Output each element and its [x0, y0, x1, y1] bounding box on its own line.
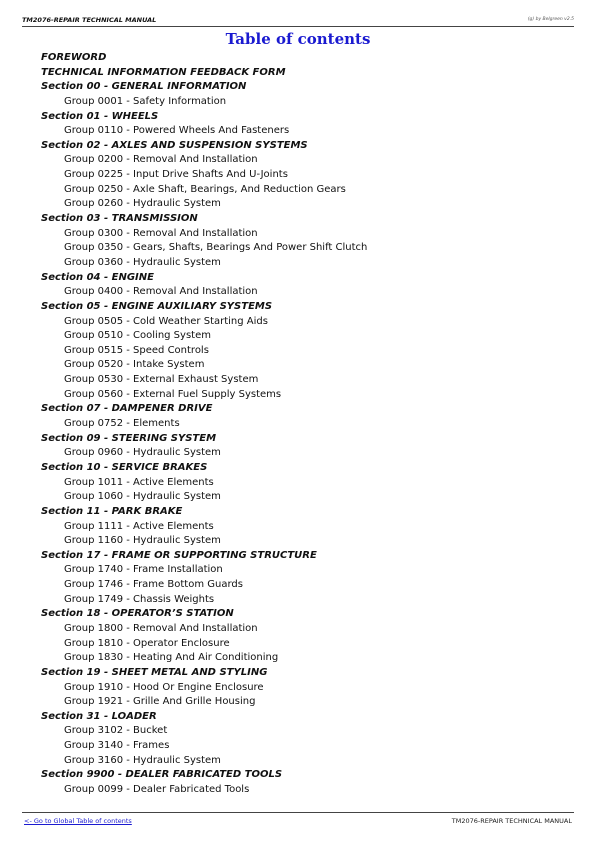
global-toc-link[interactable]: <- Go to Global Table of contents — [24, 817, 132, 825]
page-header — [22, 15, 574, 27]
toc-section-entry[interactable]: Section 10 - SERVICE BRAKES — [41, 461, 208, 473]
toc-section-entry[interactable]: Section 07 - DAMPENER DRIVE — [41, 403, 213, 415]
toc-group-entry[interactable]: Group 0360 - Hydraulic System — [64, 256, 221, 268]
toc-group-entry[interactable]: Group 0560 - External Fuel Supply Systems — [64, 388, 282, 400]
toc-section-entry[interactable]: Section 00 - GENERAL INFORMATION — [41, 81, 247, 93]
toc-group-entry[interactable]: Group 1740 - Frame Installation — [64, 564, 223, 576]
toc-group-entry[interactable]: Group 0260 - Hydraulic System — [64, 198, 221, 210]
toc-section-entry[interactable]: FOREWORD — [41, 52, 107, 63]
toc-section-entry[interactable]: Section 9900 - DEALER FABRICATED TOOLS — [41, 769, 283, 781]
toc-group-entry[interactable]: Group 0400 - Removal And Installation — [64, 286, 258, 298]
toc-section-entry[interactable]: Section 09 - STEERING SYSTEM — [41, 432, 217, 444]
header-credit: (g) by Belgreen v2.5 — [527, 17, 574, 22]
toc-section-entry[interactable]: Section 03 - TRANSMISSION — [41, 213, 198, 225]
toc-section-entry[interactable]: Section 31 - LOADER — [41, 710, 157, 722]
toc-group-entry[interactable]: Group 1060 - Hydraulic System — [64, 491, 221, 503]
toc-group-entry[interactable]: Group 1800 - Removal And Installation — [64, 622, 258, 634]
toc-group-entry[interactable]: Group 0530 - External Exhaust System — [64, 374, 259, 386]
toc-group-entry[interactable]: Group 3102 - Bucket — [64, 725, 168, 737]
toc-section-entry[interactable]: Section 18 - OPERATOR’S STATION — [41, 608, 234, 620]
toc-group-entry[interactable]: Group 1746 - Frame Bottom Guards — [64, 579, 243, 591]
toc-list — [0, 51, 596, 798]
toc-section-entry[interactable]: Section 02 - AXLES AND SUSPENSION SYSTEMS — [41, 139, 308, 151]
toc-group-entry[interactable]: Group 3160 - Hydraulic System — [64, 754, 221, 766]
toc-group-entry[interactable]: Group 1111 - Active Elements — [64, 520, 214, 532]
footer-manual-title: TM2076-REPAIR TECHNICAL MANUAL — [451, 817, 572, 825]
toc-group-entry[interactable]: Group 1830 - Heating And Air Conditioning — [64, 652, 279, 664]
toc-group-entry[interactable]: Group 0250 - Axle Shaft, Bearings, And Reduction Gears — [64, 183, 346, 195]
toc-section-entry[interactable]: Section 19 - SHEET METAL AND STYLING — [41, 666, 268, 678]
toc-section-entry[interactable]: Section 04 - ENGINE — [41, 271, 154, 283]
toc-group-entry[interactable]: Group 0350 - Gears, Shafts, Bearings And Power Shift Clutch — [64, 242, 368, 254]
toc-group-entry[interactable]: Group 1160 - Hydraulic System — [64, 535, 221, 547]
toc-group-entry[interactable]: Group 0752 - Elements — [64, 418, 180, 430]
toc-group-entry[interactable]: Group 0960 - Hydraulic System — [64, 447, 221, 459]
toc-group-entry[interactable]: Group 1749 - Chassis Weights — [64, 593, 215, 605]
page-footer — [22, 812, 574, 825]
toc-section-entry[interactable]: TECHNICAL INFORMATION FEEDBACK FORM — [41, 66, 286, 78]
toc-group-entry[interactable]: Group 0510 - Cooling System — [64, 330, 211, 342]
toc-group-entry[interactable]: Group 0200 - Removal And Installation — [64, 154, 258, 166]
toc-group-entry[interactable]: Group 0520 - Intake System — [64, 359, 205, 371]
toc-section-entry[interactable]: Section 05 - ENGINE AUXILIARY SYSTEMS — [41, 300, 273, 312]
toc-group-entry[interactable]: Group 3140 - Frames — [64, 740, 170, 752]
toc-group-entry[interactable]: Group 1011 - Active Elements — [64, 476, 214, 488]
toc-section-entry[interactable]: Section 11 - PARK BRAKE — [41, 505, 183, 517]
toc-group-entry[interactable]: Group 0110 - Powered Wheels And Fasteners — [64, 125, 290, 137]
toc-group-entry[interactable]: Group 0099 - Dealer Fabricated Tools — [64, 784, 250, 796]
toc-group-entry[interactable]: Group 1810 - Operator Enclosure — [64, 637, 230, 649]
header-manual-title: TM2076-REPAIR TECHNICAL MANUAL — [22, 16, 157, 24]
toc-group-entry[interactable]: Group 1910 - Hood Or Engine Enclosure — [64, 681, 264, 693]
toc-group-entry[interactable]: Group 1921 - Grille And Grille Housing — [64, 696, 256, 708]
toc-section-entry[interactable]: Section 17 - FRAME OR SUPPORTING STRUCTURE — [41, 549, 317, 561]
toc-group-entry[interactable]: Group 0505 - Cold Weather Starting Aids — [64, 315, 268, 327]
toc-group-entry[interactable]: Group 0515 - Speed Controls — [64, 344, 209, 356]
toc-group-entry[interactable]: Group 0001 - Safety Information — [64, 95, 227, 107]
toc-group-entry[interactable]: Group 0225 - Input Drive Shafts And U-Joints — [64, 169, 288, 181]
toc-section-entry[interactable]: Section 01 - WHEELS — [41, 110, 159, 122]
page-title: Table of contents — [225, 30, 371, 48]
toc-group-entry[interactable]: Group 0300 - Removal And Installation — [64, 227, 258, 239]
